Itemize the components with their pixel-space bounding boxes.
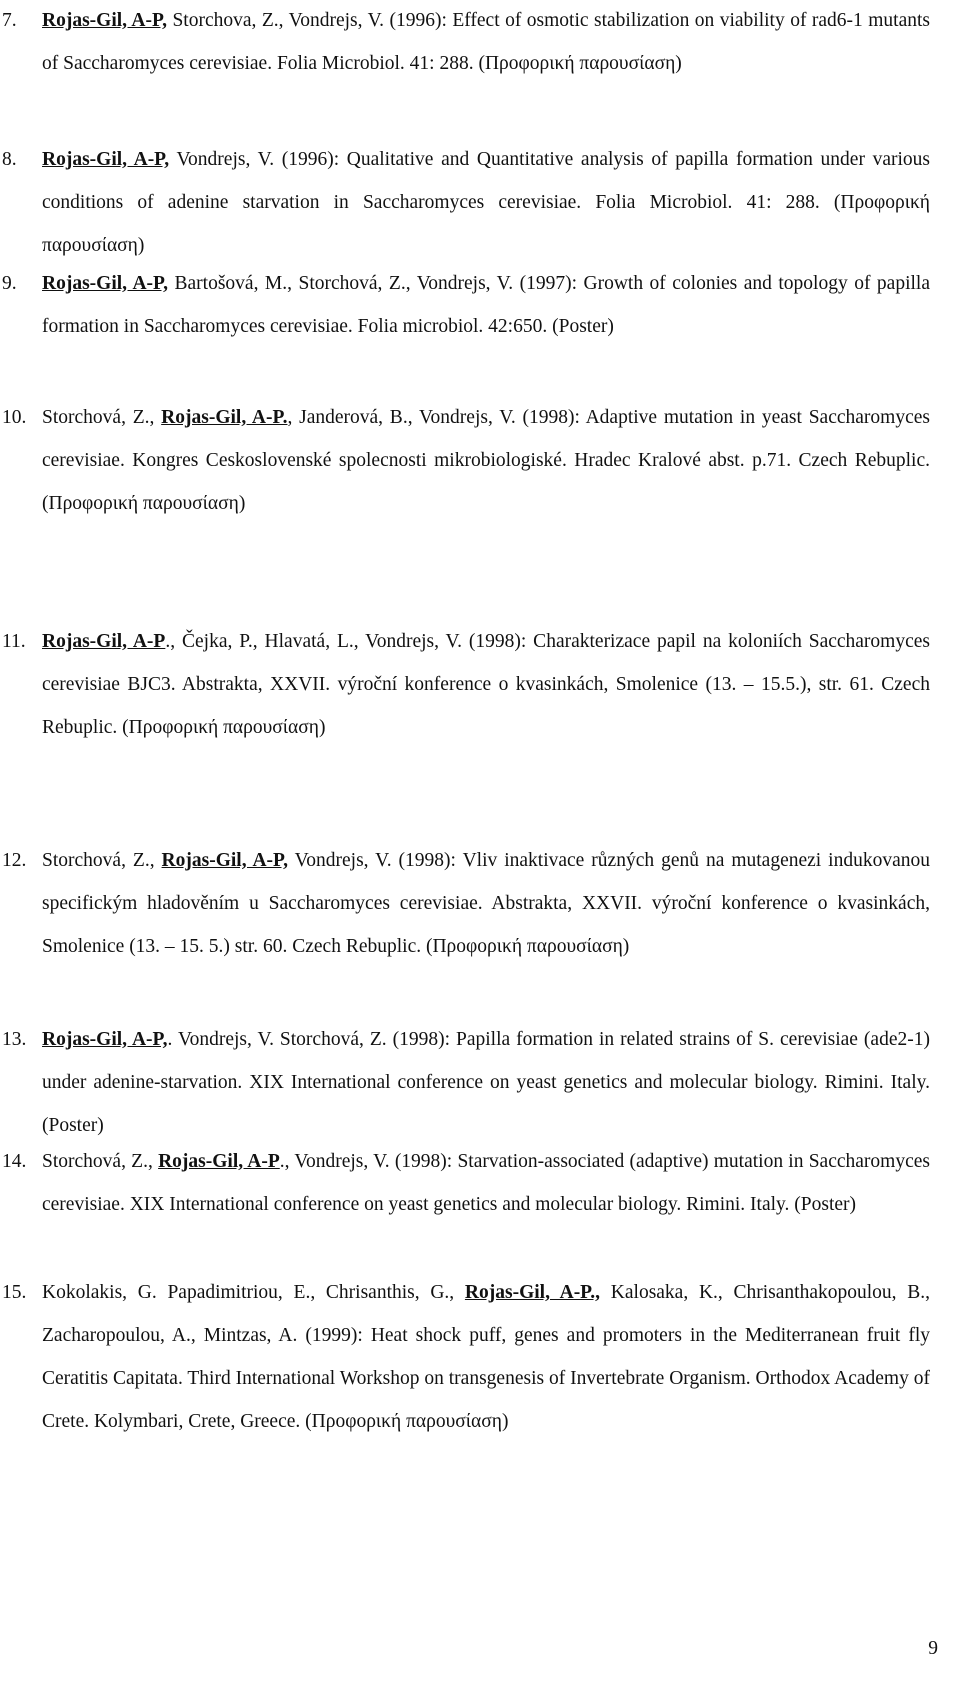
entry-number: 9.: [2, 273, 17, 294]
entry-prefix: Storchová, Z.,: [42, 407, 162, 428]
entry-number: 13.: [2, 1029, 27, 1050]
entry-text: [42, 0, 930, 85]
entry-text: [42, 138, 930, 267]
entry-remainder: Kalosaka, K., Chrisanthakopoulou, B., Zacharopoulou, A., Mintzas, A. (1999): Heat shock puff, genes and promoters in the Mediterranean fruit fly Ceratitis Capitata. Third International Workshop on transgenesis of Invertebrate Organism. Orthodox Academy of Crete. Kolymbari, Crete, Greece. (Προφορική παρουσίαση): [42, 1282, 931, 1432]
reference-entry-13: [0, 1018, 930, 1147]
author-highlight: Rojas-Gil, A-P,: [42, 1029, 168, 1050]
entry-remainder: . Vondrejs, V. Storchová, Z. (1998): Papilla formation in related strains of S. cerevisiae (ade2-1) under adenine-starvation. XIX International conference on yeast genetics and molecular biology. Rimini. Italy. (Poster): [42, 1029, 930, 1136]
entry-prefix: Kokolakis, G. Papadimitriou, E., Chrisanthis, G.,: [42, 1282, 465, 1303]
entry-remainder: Bartošová, M., Storchová, Z., Vondrejs, V. (1997): Growth of colonies and topology of papilla formation in Saccharomyces cerevisiae. Folia microbiol. 42:650. (Poster): [42, 273, 930, 337]
author-highlight: Rojas-Gil, A-P,: [42, 149, 170, 170]
reference-entry-7: [0, 0, 930, 85]
reference-entry-10: [0, 396, 930, 525]
entry-prefix: Storchová, Z.,: [42, 850, 162, 871]
reference-entry-15: [0, 1271, 930, 1443]
reference-entry-9: [0, 262, 930, 348]
entry-text: [42, 1018, 930, 1147]
entry-text: [42, 396, 930, 525]
entry-remainder: ., Vondrejs, V. (1998): Starvation-associated (adaptive) mutation in Saccharomyces cerevisiae. XIX International conference on yeast genetics and molecular biology. Rimini. Italy. (Poster): [42, 1151, 930, 1215]
entry-number: 11.: [2, 631, 26, 652]
author-highlight: Rojas-Gil, A-P,: [42, 10, 167, 31]
reference-entry-12: [0, 839, 930, 968]
entry-text: [42, 1271, 930, 1443]
entry-text: [42, 262, 930, 348]
entry-number: 10.: [2, 407, 27, 428]
entry-text: [42, 1140, 930, 1226]
author-highlight: Rojas-Gil, A-P.: [161, 407, 288, 428]
entry-remainder: Vondrejs, V. (1996): Qualitative and Quantitative analysis of papilla formation under various conditions of adenine starvation in Saccharomyces cerevisiae. Folia Microbiol. 41: 288. (Προφορική παρουσίαση): [42, 149, 930, 256]
reference-entry-11: [0, 620, 930, 749]
author-highlight: Rojas-Gil, A-P,: [161, 850, 289, 871]
reference-entry-14: [0, 1140, 930, 1226]
author-highlight: Rojas-Gil, A-P: [42, 631, 166, 652]
entry-remainder: Storchova, Z., Vondrejs, V. (1996): Effect of osmotic stabilization on viability of rad6-1 mutants of Saccharomyces cerevisiae. Folia Microbiol. 41: 288. (Προφορική παρουσίαση): [42, 10, 930, 74]
author-highlight: Rojas-Gil, A-P.,: [464, 1282, 601, 1303]
reference-entry-8: [0, 138, 930, 267]
entry-number: 15.: [2, 1282, 27, 1303]
entry-text: [42, 839, 930, 968]
author-highlight: Rojas-Gil, A-P: [158, 1151, 280, 1172]
page-number: 9: [928, 1638, 938, 1659]
entry-remainder: Vondrejs, V. (1998): Vliv inaktivace různých genů na mutagenezi indukovanou specifickým hladověním u Saccharomyces cerevisiae. Abstrakta, XXVII. výroční konference o kvasinkách, Smolenice (13. – 15. 5.) str. 60. Czech Rebuplic. (Προφορική παρουσίαση): [42, 850, 930, 957]
entry-number: 14.: [2, 1151, 27, 1172]
entry-text: [42, 620, 930, 749]
author-highlight: Rojas-Gil, A-P,: [42, 273, 169, 294]
entry-remainder: , Janderová, B., Vondrejs, V. (1998): Adaptive mutation in yeast Saccharomyces cerevisiae. Kongres Ceskoslovenské spolecnosti mikrobiologiské. Hradec Kralové abst. p.71. Czech Rebuplic. (Προφορική παρουσίαση): [42, 407, 930, 514]
entry-number: 12.: [2, 850, 27, 871]
entry-prefix: Storchová, Z.,: [42, 1151, 159, 1172]
entry-number: 8.: [2, 149, 17, 170]
entry-number: 7.: [2, 10, 17, 31]
entry-remainder: ., Čejka, P., Hlavatá, L., Vondrejs, V. (1998): Charakterizace papil na koloniích Saccharomyces cerevisiae BJC3. Abstrakta, XXVII. výroční konference o kvasinkách, Smolenice (13. – 15.5.), str. 61. Czech Rebuplic. (Προφορική παρουσίαση): [42, 631, 930, 738]
